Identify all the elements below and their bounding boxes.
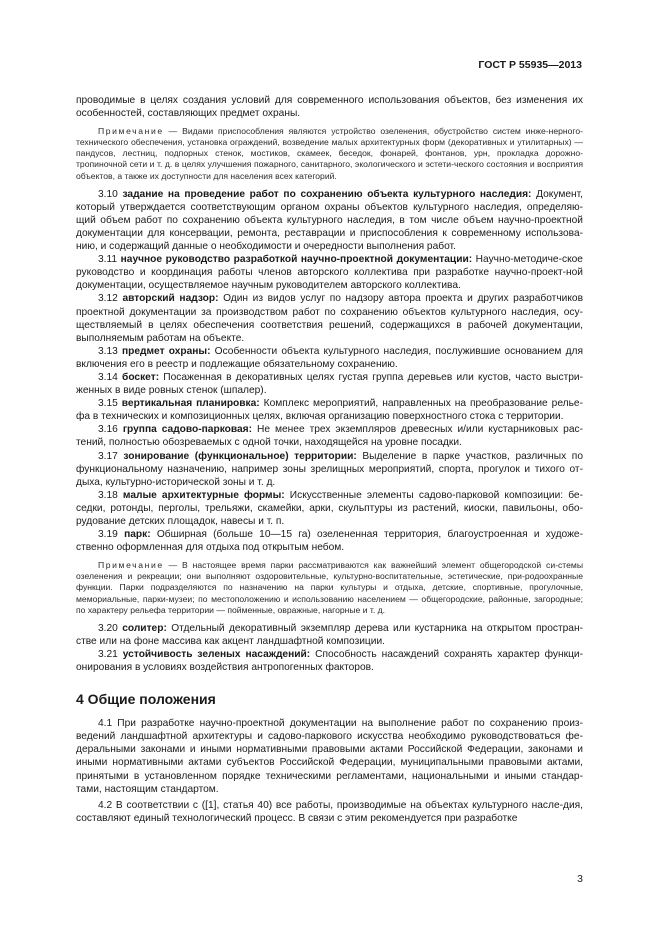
definition-number: 3.12 <box>98 293 123 305</box>
note-1 <box>76 126 583 181</box>
definition-text: Обширная (больше 10—15 га) озелененная территория, благоустроенная и художе-ственно оформленная для отдыха под открытым небом. <box>76 529 583 554</box>
definition-3-11 <box>76 253 583 292</box>
definition-term: боскет: <box>122 371 160 383</box>
note-2 <box>76 560 583 615</box>
definition-3-12 <box>76 292 583 344</box>
definition-term: научное руководство разработкой научно-проектной документации: <box>120 254 473 266</box>
definition-number: 3.21 <box>98 648 123 660</box>
section-heading: 4 Общие положения <box>76 691 216 708</box>
definition-number: 3.18 <box>98 489 123 501</box>
definition-3-18 <box>76 489 583 528</box>
definition-term: задание на проведение работ по сохранению объекта культурного наследия: <box>122 188 532 200</box>
definition-3-10 <box>76 188 583 253</box>
definition-3-13 <box>76 345 583 371</box>
definition-3-17 <box>76 450 583 489</box>
definition-text: Один из видов услуг по надзору автора проекта и других разработчиков проектной документации за производством работ по сохранению объектов культурного наследия, осу-ществляемый в целях обеспечения соответствия решений, содержащихся в рабочей документации, выполняемым работам на объекте. <box>76 293 583 344</box>
definition-number: 3.14 <box>98 371 123 383</box>
definition-text: Научно-методиче-ское руководство и координация работы членов авторского коллектива при разработке научно-проект-ной документации, осуществляемое научным руководителем авторского коллектива. <box>76 254 583 292</box>
document-id-header: ГОСТ Р 55935—2013 <box>478 59 582 71</box>
definitions-list <box>76 188 583 555</box>
definition-text: Выделение в парке участков, различных по функциональному назначению, например зоны зрелищных мероприятий, спорта, прогулок и тихого от-дыха, культурно-исторической зоны и т. д. <box>76 450 583 488</box>
page-number: 3 <box>577 873 583 885</box>
section-4 <box>76 691 583 707</box>
paragraph-4-2: 4.2 В соответствии с ([1], статья 40) все работы, производимые на объектах культурного насле-дия, составляют единый технологический процесс. В связи с этим рекомендуется при разработке <box>76 799 583 824</box>
definition-number: 3.13 <box>98 345 122 357</box>
definition-text: Посаженная в декоративных целях густая группа деревьев или кустов, часто выстри-женных в виде ровных стенок (шпалер). <box>76 371 583 397</box>
page-content <box>76 94 583 825</box>
note-1-label: Примечание <box>98 126 164 137</box>
paragraph-4-1: 4.1 При разработке научно-проектной документации на выполнение работ по сохранению произ-ведений ландшафтной архитектуры и садово-паркового искусства необходимо руководствоваться фе-деральными законами и иными нормативными правовыми актами Российской Федерации, законами и иными нормативными актами субъектов Российской Федерации, муниципальными правовыми актами, принятыми в установленном порядке техническими регламентами, национальными и иными стандар-тами, настоящим стандартом. <box>76 718 583 795</box>
definition-term: устойчивость зеленых насаждений: <box>122 648 311 660</box>
definitions-list-continued <box>76 622 583 674</box>
definition-term: парк: <box>124 529 151 541</box>
definition-number: 3.19 <box>98 529 125 541</box>
definition-term: малые архитектурные формы: <box>122 489 285 501</box>
definition-3-20 <box>76 622 583 648</box>
definition-number: 3.16 <box>98 424 123 436</box>
definition-term: солитер: <box>122 622 167 634</box>
definition-text: Отдельный декоративный экземпляр дерева или кустарника на открытом простран-стве или на фоне массива как акцент ландшафтной композиции. <box>76 622 583 647</box>
definition-text: Особенности объекта культурного наследия, послужившие основанием для включения его в реестр и подлежащие обязательному сохранению. <box>76 345 583 370</box>
definition-term: группа садово-парковая: <box>122 424 253 436</box>
intro-paragraph: проводимые в целях создания условий для современного использования объектов, без изменения их особенностей, составляющих предмет охраны. <box>76 95 583 120</box>
note-2-label: Примечание <box>98 560 164 571</box>
definition-text: Документ, который утверждается соответствующим органом охраны объектов культурного наследия, определяю-щий объем работ по сохранению объекта культурного наследия, в том числе объем научно-проектной документации для консервации, ремонта, реставрации и приспособления к современному использова-нию, и содержащий данные о необходимости и очередности выполнения работ. <box>76 188 583 253</box>
definition-term: предмет охраны: <box>122 345 211 357</box>
note-1-text: — Видами приспособления являются устройство озеленения, обустройство систем инже-нерного-технического обеспечения, установка ограждений, возведение малых архитектурных форм (декоративных и утилитарных) — пандусов, лестниц, подпорных стенок, мостиков, скамеек, беседок, фонарей, фонтанов, урн, прокладка дорожно-тропиночной сети и т. д. в целях улучшения пожарного, санитарного, экологического и эстети-ческого состояния и восприятия объектов, а также их доступности для населения всех категорий. <box>76 126 583 181</box>
definition-number: 3.11 <box>98 254 121 266</box>
definition-number: 3.20 <box>98 622 123 634</box>
definition-3-16 <box>76 423 583 449</box>
definition-term: вертикальная планировка: <box>121 398 260 410</box>
definition-text: Способность насаждений сохранять характер функци-онирования в условиях воздействия антропогенных факторов. <box>76 648 583 674</box>
definition-text: Искусственные элементы садово-парковой композиции: бе-седки, ротонды, перголы, трельяжи, скамейки, арки, скульптуры из растений, киоски, павильоны, обо-рудование детских площадок, навесы и т. п. <box>76 489 583 527</box>
definition-3-15 <box>76 397 583 423</box>
definition-text: Комплекс мероприятий, направленных на преобразование релье-фа в технических и композиционных целях, включая организацию поверхностного стока с территории. <box>76 398 583 423</box>
definition-term: зонирование (функциональное) территории: <box>123 450 357 462</box>
definition-number: 3.10 <box>98 188 123 200</box>
definition-3-14 <box>76 371 583 397</box>
definition-3-19 <box>76 528 583 554</box>
definition-number: 3.15 <box>98 398 122 410</box>
definition-number: 3.17 <box>98 450 124 462</box>
definition-term: авторский надзор: <box>122 293 219 305</box>
definition-3-21 <box>76 648 583 674</box>
definition-text: Не менее трех экземпляров древесных и/или кустарниковых рас-тений, полностью обозреваемых с одной точки, находящейся на уровне посадки. <box>76 424 583 449</box>
note-2-text: — В настоящее время парки рассматриваются как важнейший элемент общегородской си-стемы озеленения и рекреации; они выполняют оздоровительные, культурно-воспитательные, эстетические, при-родоохранные функции. Парки подразделяются по назначению на парки культуры и отдыха, детские, спортивные, прогулочные, мемориальные, парки-музеи; по местоположению и использованию населением — общегородские, районные, загородные; по характеру рельефа территории — пойменные, овражные, нагорные и т. д. <box>76 560 583 615</box>
